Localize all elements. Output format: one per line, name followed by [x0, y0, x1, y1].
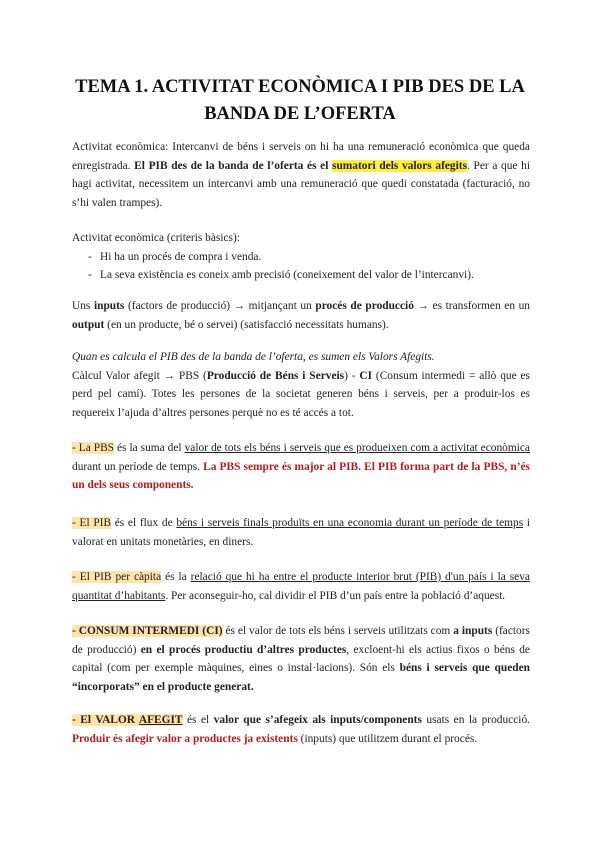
text: (factors de producció) → mitjançant un: [124, 300, 316, 312]
text: durant un període de temps.: [72, 460, 204, 473]
text: . Per aconseguir-ho, cal dividir el PIB d’un país entre la població d’aquest.: [165, 589, 506, 602]
list-item: - Hi ha un procés de compra i venda.: [72, 248, 530, 267]
underlined-text: béns i serveis finals produïts en una economia durant un període de temps: [176, 517, 524, 529]
paragraph-criteris: [72, 229, 530, 285]
text: . Per a que hi hagi activitat, necessitem un intercanvi amb una remuneració que quedi constatada (facturació, no s’hi valen trampes).: [72, 159, 530, 209]
paragraph-pib: [72, 514, 530, 551]
bold-text: Producció de Béns i Serveis: [206, 369, 345, 382]
bold-text: béns i serveis que queden “incorporats” en el producte generat.: [72, 662, 530, 693]
paragraph-calcul: [72, 348, 530, 422]
text: ) -: [344, 369, 360, 382]
red-note: La PBS sempre és major al PIB. El PIB forma part de la PBS, n’és un dels seus components.: [72, 460, 530, 491]
bold-text: en el procés productiu d’altres productes: [140, 643, 347, 656]
paragraph-valor-afegit: [72, 711, 530, 748]
paragraph-pbs: [72, 439, 530, 495]
text: (en un producte, bé o servei) (satisfacció necessitats humans).: [104, 318, 389, 331]
highlight-consum-intermedi: - CONSUM INTERMEDI (CI): [72, 625, 223, 637]
highlight-pib-capita: - El PIB per càpita: [72, 571, 162, 583]
text: → es transformen en un: [413, 300, 531, 312]
list-item: - La seva existència es coneix amb precisió (coneixement del valor de l’intercanvi).: [72, 266, 530, 285]
text: (factors de producció): [72, 625, 530, 656]
bold-text: CI: [359, 369, 373, 382]
highlight-sumatori: sumatori dels valors afegits: [332, 159, 467, 172]
bold-text: El PIB des de la banda de l’oferta és el: [134, 159, 333, 172]
paragraph-consum-intermedi: [72, 622, 530, 696]
text: (inputs) que utilitzem durant el procés.: [297, 732, 478, 745]
paragraph-inputs: [72, 297, 530, 334]
red-note: Produir és afegir valor a productes ja existents: [72, 732, 298, 745]
bold-text: inputs: [93, 300, 125, 312]
italic-intro: Quan es calcula el PIB des de la banda de l’oferta, es sumen els Valors Afegits.: [72, 351, 435, 363]
text: és el valor de tots els béns i serveis utilitzats com: [222, 625, 454, 637]
text: és el flux de: [111, 517, 177, 529]
bold-text: procés de producció: [315, 300, 414, 312]
paragraph-activitat: [72, 138, 530, 212]
highlight-pib: - El PIB: [72, 517, 112, 529]
underlined-text: valor de tots els béns i serveis que es produeixen com a activitat econòmica: [184, 442, 530, 454]
bold-text: valor que s’afegeix als inputs/components: [213, 714, 422, 726]
text: Uns: [72, 300, 94, 312]
text: és el: [182, 714, 214, 726]
text: , excloent-hi els actius fixos o béns de capital (com per exemple màquines, eines o instal·lacions). Són els: [72, 643, 530, 674]
criteris-list: [72, 248, 530, 285]
page-title: TEMA 1. ACTIVITAT ECONÒMICA I PIB DES DE LA BANDA DE L’OFERTA: [75, 77, 525, 124]
bold-text: output: [72, 318, 105, 331]
text: Càlcul Valor afegit → PBS (: [72, 369, 207, 382]
paragraph-pib-capita: [72, 568, 530, 605]
text: i valorat en unitats monetàries, en diners.: [72, 517, 531, 548]
criteris-heading: Activitat econòmica (criteris bàsics):: [72, 232, 240, 244]
text: és la suma del: [114, 442, 185, 454]
text: és la: [161, 571, 191, 583]
text: Activitat econòmica: Intercanvi de béns i serveis on hi ha una remuneració econòmica que queda enregistrada.: [72, 141, 530, 172]
highlight-afegit: AFEGIT: [138, 714, 183, 726]
bold-text: a inputs: [453, 625, 493, 637]
text: usats en la producció.: [421, 714, 530, 726]
text: (Consum intermedi = allò que es perd pel camí). Totes les persones de la societat generen béns i serveis, per a produir-los es requereix l’ajuda d’altres persones perquè no es té accés a tot.: [72, 369, 530, 419]
highlight-valor: - El VALOR: [72, 714, 139, 726]
highlight-pbs: - La PBS: [72, 442, 115, 454]
underlined-text: relació que hi ha entre el producte interior brut (PIB) d'un país i la seva quantitat d’habitants: [72, 571, 530, 602]
